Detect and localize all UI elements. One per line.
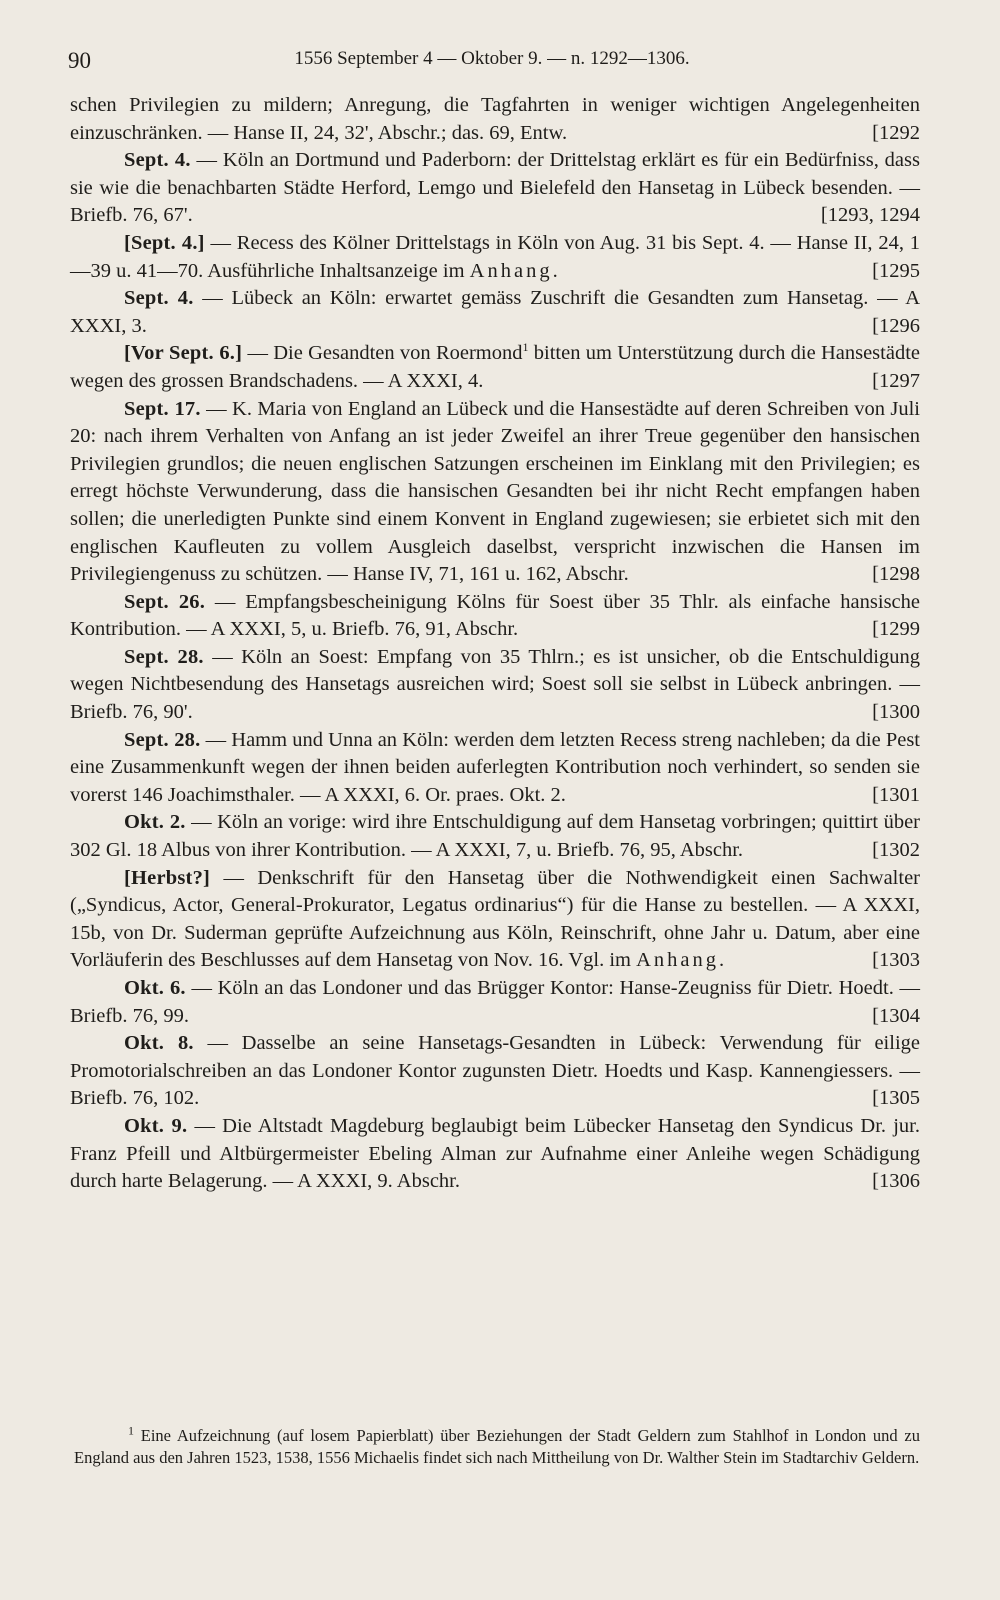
entry-date: Sept. 28. — [124, 645, 204, 668]
entry-1292 — [70, 92, 920, 147]
page-header — [68, 44, 916, 78]
entry-text: schen Privilegien zu mildern; Anregung, die Tagfahrten in weniger wichtigen Angelegenheiten einzuschränken. — Hanse II, 24, 32', Abschr.; das. 69, Entw. — [70, 94, 920, 144]
entry-text: — Köln an Dortmund und Paderborn: der Drittelstag erklärt es für ein Bedürfniss, dass sie wie die benachbarten Städte Herford, Lemgo und Bielefeld den Hansetag in Lübeck besenden. — Briefb. 76, 67'. — [70, 149, 920, 227]
entry-date: [Sept. 4.] — [124, 231, 205, 254]
entry-number: [1302 — [872, 839, 920, 862]
appendix-reference: Anhang — [636, 949, 720, 972]
entry-1305 — [70, 1030, 920, 1113]
entry-number: [1300 — [872, 701, 920, 724]
footnote-marker: 1 — [522, 340, 529, 355]
appendix-reference: Anhang — [469, 259, 553, 282]
entry-1304 — [70, 975, 920, 1030]
entry-text: — Die Gesandten von Roermond — [242, 342, 523, 365]
entry-date: Sept. 28. — [124, 728, 201, 751]
entry-date: Sept. 17. — [124, 397, 201, 420]
entry-number: [1293, 1294 — [820, 204, 920, 227]
entry-number: [1299 — [872, 618, 920, 641]
entry-date: Sept. 4. — [124, 149, 191, 172]
entry-text: — Empfangsbescheinigung Kölns für Soest über 35 Thlr. als einfache hansische Kontribution. — A XXXI, 5, u. Briefb. 76, 91, Abschr. — [70, 590, 921, 641]
entry-number: [1306 — [872, 1170, 920, 1193]
entry-number: [1304 — [872, 1004, 920, 1027]
entry-text: — Hamm und Unna an Köln: werden dem letzten Recess streng nachleben; da die Pest eine Zusammenkunft wegen der ihnen beiden auferlegten Kontribution noch verhindert, so senden sie vorerst 146 Joachimsthaler. — A XXXI, 6. Or. praes. Okt. 2. — [70, 728, 920, 806]
entry-date: Sept. 26. — [124, 590, 206, 613]
entry-number: [1301 — [872, 783, 920, 806]
entry-1293 — [70, 147, 920, 230]
entry-1301 — [70, 727, 920, 810]
entry-text-tail: . — [719, 949, 725, 972]
entry-1299 — [70, 589, 920, 644]
entry-text: — Köln an das Londoner und das Brügger Kontor: Hanse-Zeugniss für Dietr. Hoedt. — Briefb. 76, 99. — [70, 977, 921, 1027]
footnote-marker: 1 — [128, 1423, 134, 1438]
entry-number: [1305 — [872, 1087, 920, 1110]
entry-1303 — [70, 865, 920, 975]
entry-1295 — [70, 230, 920, 285]
entry-1300 — [70, 644, 920, 727]
entry-1306 — [70, 1113, 920, 1196]
footnote-text: Eine Aufzeichnung (auf losem Papierblatt) über Beziehungen der Stadt Geldern zum Stahlhof in London und zu England aus den Jahren 1523, 1538, 1556 Michaelis findet sich nach Mittheilung von Dr. Walther Stein im Stadtarchiv Geldern. — [74, 1426, 920, 1467]
entry-number: [1297 — [872, 369, 920, 392]
entry-number: [1303 — [872, 949, 920, 972]
running-title: 1556 September 4 — Oktober 9. — n. 1292—1306. — [294, 48, 690, 69]
entry-text: — Denkschrift für den Hansetag über die Nothwendigkeit einen Sachwalter („Syndicus, Actor, General-Prokurator, Legatus ordinarius“) für die Hanse zu bestellen. — A XXXI, 15b, von Dr. Suderman geprüfte Aufzeichnung aus Köln, Reinschrift, ohne Jahr u. Datum, aber eine Vorläuferin des Beschlusses auf dem Hansetag von Nov. 16. Vgl. im — [70, 866, 920, 972]
entry-number: [1295 — [872, 259, 920, 282]
entry-text: — Dasselbe an seine Hansetags-Gesandten in Lübeck: Verwendung für eilige Promotorialschreiben an das Londoner Kontor zugunsten Dietr. Hoedts und Kasp. Kannengiessers. — Briefb. 76, 102. — [70, 1032, 920, 1110]
entry-date: [Herbst?] — [124, 866, 211, 889]
entry-date: [Vor Sept. 6.] — [124, 342, 243, 365]
entry-text: — Köln an Soest: Empfang von 35 Thlrn.; es ist unsicher, ob die Entschuldigung wegen Nichtbesendung des Hansetags ausreichen wird; Soest soll sie selbst in Lübeck anbringen. — Briefb. 76, 90'. — [70, 645, 920, 724]
entry-text: — Köln an vorige: wird ihre Entschuldigung auf dem Hansetag vorbringen; quittirt über 302 Gl. 18 Albus von ihrer Kontribution. — A XXXI, 7, u. Briefb. 76, 95, Abschr. — [70, 811, 920, 862]
entry-number: [1296 — [872, 314, 920, 337]
entry-date: Okt. 6. — [124, 977, 186, 999]
entry-date: Sept. 4. — [124, 287, 194, 310]
entry-text: — Lübeck an Köln: erwartet gemäss Zuschrift die Gesandten zum Hansetag. — A XXXI, 3. — [70, 287, 921, 337]
entry-text: — Recess des Kölner Drittelstags in Köln von Aug. 31 bis Sept. 4. — Hanse II, 24, 1—39 u. 41—70. Ausführliche Inhaltsanzeige im — [70, 231, 920, 282]
entry-text: — Die Altstadt Magdeburg beglaubigt beim Lübecker Hansetag den Syndicus Dr. jur. Franz Pfeill und Altbürgermeister Ebeling Alman zur Aufnahme einer Anleihe wegen Schädigung durch harte Belagerung. — A XXXI, 9. Abschr. — [70, 1114, 921, 1193]
entry-1297 — [70, 340, 920, 395]
entry-1298 — [70, 396, 920, 589]
regesta-list — [70, 92, 920, 1196]
entry-number: [1292 — [872, 121, 920, 144]
entry-number: [1298 — [872, 563, 920, 586]
entry-1296 — [70, 285, 920, 340]
entry-text-tail: . — [552, 259, 558, 282]
entry-date: Okt. 2. — [124, 811, 186, 834]
entry-1302 — [70, 809, 920, 864]
entry-date: Okt. 8. — [124, 1032, 194, 1055]
entry-date: Okt. 9. — [124, 1114, 188, 1137]
page-number: 90 — [68, 48, 91, 73]
footnote — [74, 1425, 920, 1469]
entry-text-tail: bitten um Unterstützung durch die Hansestädte wegen des grossen Brandschadens. — A XXXI, 4. — [70, 342, 920, 392]
entry-text: — K. Maria von England an Lübeck und die Hansestädte auf deren Schreiben von Juli 20: nach ihrem Verhalten von Anfang an ist jeder Zweifel an ihrer Treue gegenüber den hansischen Privilegien grundlos; die neuen englischen Satzungen erscheinen im Einklang mit den Privilegien; es erregt höchste Verwunderung, dass die hansischen Gesandten bei ihr nicht Recht empfangen haben sollen; die unerledigten Punkte sind einem Konvent in England zugewiesen; sie erbietet sich mit den englischen Kaufleuten zu vollem Ausgleich daselbst, verspricht inzwischen die Hansen im Privilegiengenuss zu schützen. — Hanse IV, 71, 161 u. 162, Abschr. — [70, 397, 920, 586]
